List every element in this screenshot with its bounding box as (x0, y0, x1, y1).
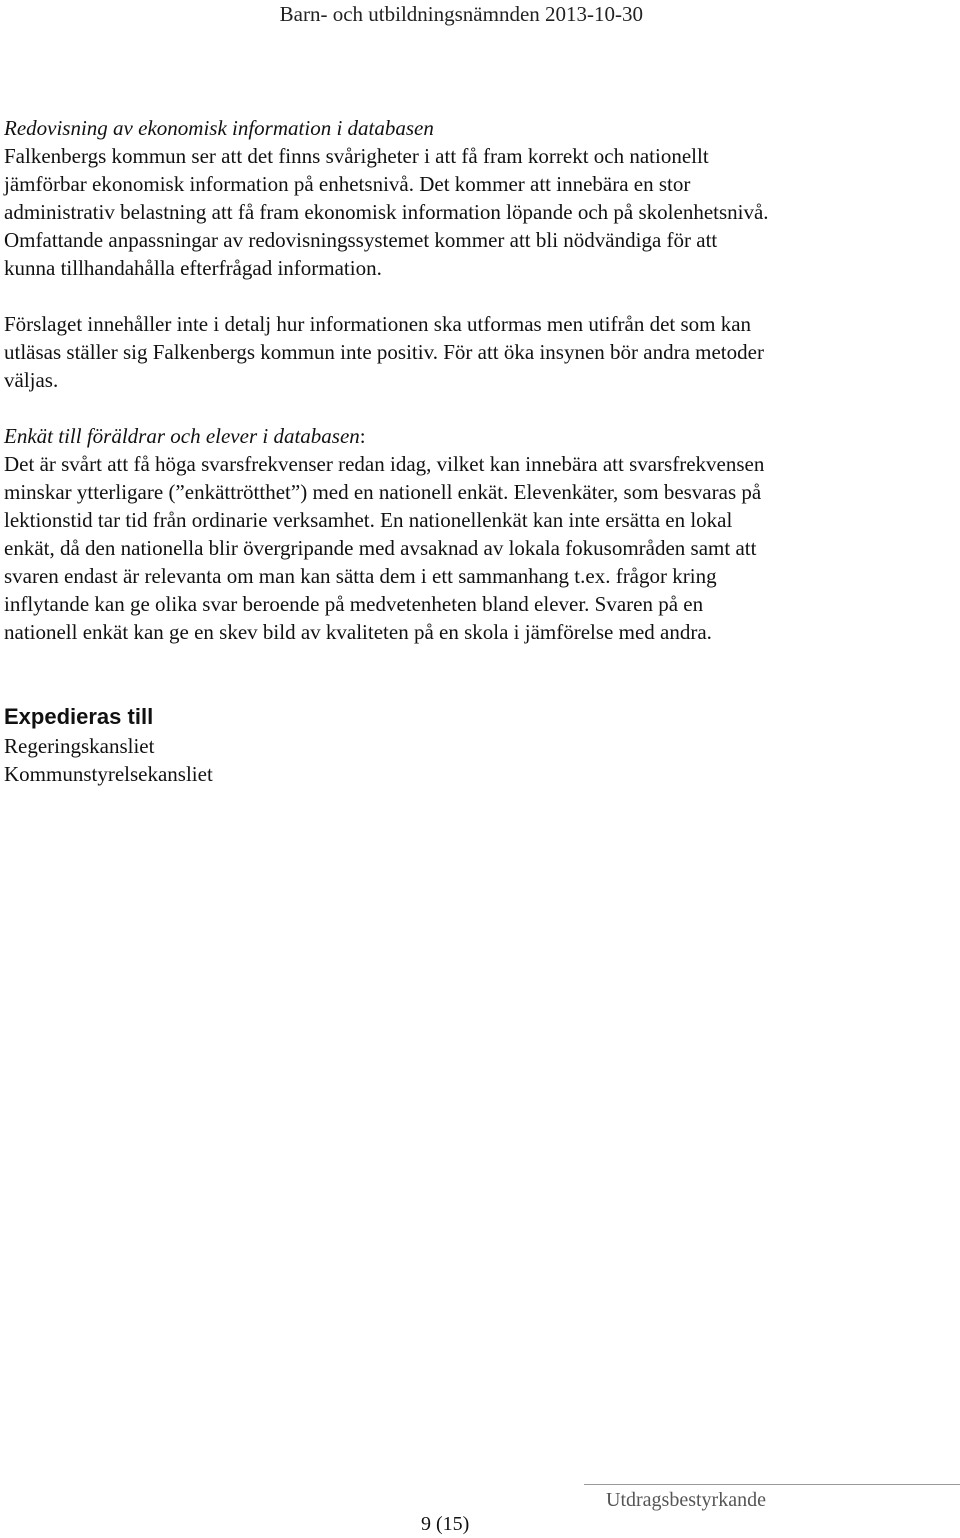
signature-label: Utdragsbestyrkande (606, 1489, 766, 1511)
paragraph-line: kunna tillhandahålla efterfrågad information. (4, 256, 382, 280)
paragraph-line: utläsas ställer sig Falkenbergs kommun inte positiv. För att öka insynen bör andra metoder (4, 340, 764, 364)
survey-heading-text: Enkät till föräldrar och elever i databasen (4, 424, 360, 448)
section-heading-survey (4, 422, 954, 450)
paragraph-line: lektionstid tar tid från ordinarie verksamhet. En nationellenkät kan inte ersätta en lokal (4, 508, 733, 532)
paragraph-line: Falkenbergs kommun ser att det finns svårigheter i att få fram korrekt och nationellt (4, 144, 709, 168)
section-survey (4, 422, 954, 646)
paragraph-line: Det är svårt att få höga svarsfrekvenser redan idag, vilket kan innebära att svarsfrekvensen (4, 452, 765, 476)
document-body (4, 114, 954, 788)
paragraph-line: väljas. (4, 368, 59, 392)
page-number: 9 (15) (421, 1513, 470, 1535)
section-economic-information (4, 114, 954, 282)
paragraph-line: inflytande kan ge olika svar beroende på medvetenheten bland elever. Svaren på en (4, 592, 704, 616)
distribution-heading: Expedieras till (4, 704, 154, 729)
paragraph-line: Förslaget innehåller inte i detalj hur informationen ska utformas men utifrån det som kan (4, 312, 752, 336)
distribution-recipient: Kommunstyrelsekansliet (4, 762, 213, 786)
paragraph-line: administrativ belastning att få fram ekonomisk information löpande och på skolenhetsnivå. (4, 200, 769, 224)
running-header: Barn- och utbildningsnämnden 2013-10-30 (279, 2, 643, 26)
paragraph-line: minskar ytterligare (”enkättrötthet”) med en nationell enkät. Elevenkäter, som besvaras på (4, 480, 762, 504)
distribution-recipient: Regeringskansliet (4, 734, 155, 758)
distribution-list (4, 702, 954, 788)
section-proposal (4, 310, 954, 394)
paragraph-line: Omfattande anpassningar av redovisningssystemet kommer att bli nödvändiga för att (4, 228, 718, 252)
paragraph-line: nationell enkät kan ge en skev bild av kvaliteten på en skola i jämförelse med andra. (4, 620, 712, 644)
paragraph-line: svaren endast är relevanta om man kan sätta dem i ett sammanhang t.ex. frågor kring (4, 564, 717, 588)
survey-heading-colon: : (359, 424, 366, 448)
paragraph-line: jämförbar ekonomisk information på enhetsnivå. Det kommer att innebära en stor (4, 172, 691, 196)
paragraph-line: enkät, då den nationella blir övergripande med avsaknad av lokala fokusområden samt att (4, 536, 757, 560)
section-heading-economic: Redovisning av ekonomisk information i databasen (4, 116, 434, 140)
signature-rule (584, 1484, 960, 1485)
